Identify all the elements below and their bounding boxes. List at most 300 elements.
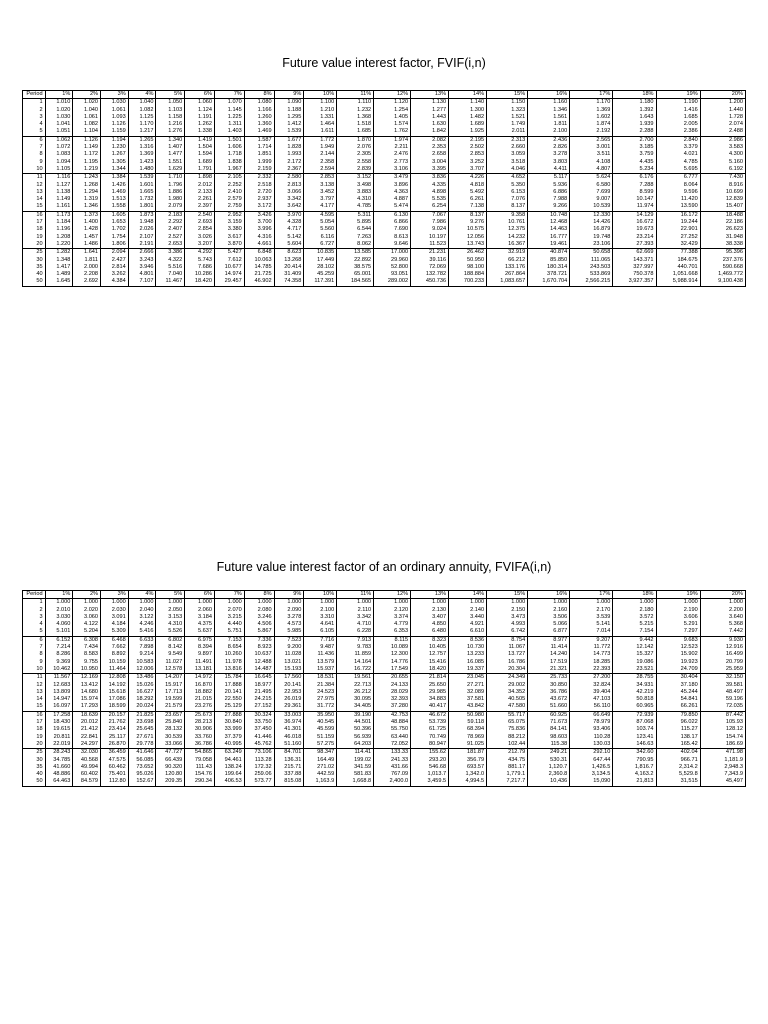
- factor-cell: 2.100: [304, 607, 337, 614]
- factor-cell: 6.116: [304, 234, 337, 241]
- factor-cell: 3.310: [304, 614, 337, 621]
- factor-cell: 13.233: [449, 651, 487, 658]
- factor-cell: 1.689: [449, 121, 487, 128]
- factor-cell: 3.946: [128, 264, 156, 271]
- table-row: [23, 241, 746, 249]
- factor-cell: 55.717: [487, 711, 528, 719]
- factor-cell: 4.316: [244, 234, 274, 241]
- factor-cell: 25.733: [528, 674, 570, 682]
- factor-cell: 37.280: [374, 703, 411, 711]
- factor-cell: 259.06: [244, 771, 274, 778]
- factor-cell: 1.791: [185, 166, 215, 174]
- factor-cell: 5.160: [700, 159, 745, 166]
- factor-cell: 56.110: [570, 703, 613, 711]
- factor-cell: 22.713: [337, 682, 374, 689]
- factor-cell: 60.925: [528, 711, 570, 719]
- factor-cell: 8.923: [244, 644, 274, 651]
- factor-cell: 2.208: [73, 271, 101, 278]
- factor-cell: 2.660: [487, 144, 528, 151]
- factor-cell: 5.309: [101, 628, 129, 636]
- factor-cell: 7.442: [700, 628, 745, 636]
- factor-cell: 1.689: [185, 159, 215, 166]
- factor-cell: 2.332: [244, 174, 274, 182]
- factor-cell: 1.138: [45, 189, 73, 196]
- factor-cell: 402.04: [656, 749, 700, 757]
- factor-cell: 12.375: [487, 226, 528, 233]
- factor-cell: 18.488: [700, 211, 745, 219]
- factor-cell: 2.079: [156, 203, 185, 211]
- factor-cell: 42.753: [374, 711, 411, 719]
- factor-cell: 1.030: [45, 114, 73, 121]
- factor-cell: 61.725: [411, 726, 449, 733]
- factor-cell: 4.595: [304, 211, 337, 219]
- factor-cell: 8.583: [73, 651, 101, 658]
- factor-cell: 1.150: [487, 99, 528, 107]
- factor-cell: 16.722: [337, 666, 374, 674]
- factor-cell: 28.102: [304, 264, 337, 271]
- factor-cell: 16.085: [449, 659, 487, 666]
- factor-cell: 1.870: [337, 136, 374, 144]
- factor-cell: 1.714: [244, 144, 274, 151]
- factor-cell: 15.917: [156, 682, 185, 689]
- factor-cell: 46.902: [244, 278, 274, 286]
- factor-cell: 2.313: [487, 136, 528, 144]
- factor-cell: 7.699: [570, 189, 613, 196]
- factor-cell: 16.097: [45, 703, 73, 711]
- factor-cell: 33.066: [156, 741, 185, 749]
- factor-cell: 4.652: [487, 174, 528, 182]
- factor-cell: 4.506: [244, 621, 274, 628]
- factor-cell: 9.487: [304, 644, 337, 651]
- factor-cell: 1.796: [156, 182, 185, 189]
- factor-cell: 1.403: [215, 128, 245, 136]
- factor-cell: 73.106: [244, 749, 274, 757]
- factor-cell: 1.124: [185, 107, 215, 114]
- factor-cell: 2.060: [185, 607, 215, 614]
- factor-cell: 7.288: [613, 182, 656, 189]
- period-cell: 5: [23, 628, 46, 636]
- factor-cell: 8.916: [700, 182, 745, 189]
- factor-cell: 14.207: [156, 674, 185, 682]
- factor-cell: 66.212: [487, 257, 528, 264]
- factor-cell: 4.717: [274, 226, 304, 233]
- factor-cell: 1.173: [45, 211, 73, 219]
- factor-cell: 1,779.1: [487, 771, 528, 778]
- factor-cell: 40.568: [73, 757, 101, 764]
- factor-cell: 2.854: [185, 226, 215, 233]
- factor-cell: 25.129: [215, 703, 245, 711]
- factor-cell: 1.295: [274, 114, 304, 121]
- factor-cell: 15.416: [411, 659, 449, 666]
- factor-cell: 23.106: [570, 241, 613, 249]
- table-row: [23, 203, 746, 211]
- factor-cell: 6.261: [449, 196, 487, 203]
- table-row: [23, 182, 746, 189]
- factor-cell: 4.310: [156, 621, 185, 628]
- factor-cell: 3.342: [337, 614, 374, 621]
- factor-cell: 37.581: [449, 696, 487, 703]
- factor-cell: 2,400.0: [374, 778, 411, 786]
- factor-cell: 1,051.668: [656, 271, 700, 278]
- factor-cell: 1.311: [215, 121, 245, 128]
- factor-cell: 143.371: [613, 257, 656, 264]
- factor-cell: 10.197: [411, 234, 449, 241]
- factor-cell: 5.141: [570, 621, 613, 628]
- table-row: [23, 174, 746, 182]
- factor-cell: 27.271: [449, 682, 487, 689]
- factor-cell: 27.393: [613, 241, 656, 249]
- factor-cell: 172.32: [244, 764, 274, 771]
- factor-cell: 2.133: [185, 189, 215, 196]
- factor-cell: 13.021: [274, 659, 304, 666]
- factor-cell: 1.602: [570, 114, 613, 121]
- factor-cell: 25.645: [128, 726, 156, 733]
- factor-cell: 13.585: [337, 249, 374, 257]
- factor-cell: 1.149: [45, 196, 73, 203]
- table-row: [23, 757, 746, 764]
- column-header: 13%: [411, 591, 449, 599]
- factor-cell: 1.801: [128, 203, 156, 211]
- factor-cell: 1.419: [185, 136, 215, 144]
- factor-cell: 2.386: [656, 128, 700, 136]
- factor-cell: 1.828: [274, 144, 304, 151]
- period-cell: 2: [23, 607, 46, 614]
- factor-cell: 103.74: [613, 726, 656, 733]
- factor-cell: 1.344: [101, 166, 129, 174]
- factor-cell: 1.477: [156, 151, 185, 158]
- factor-cell: 9.646: [374, 241, 411, 249]
- factor-cell: 3.374: [374, 614, 411, 621]
- factor-cell: 1.208: [45, 234, 73, 241]
- period-cell: 15: [23, 203, 46, 211]
- factor-cell: 10.159: [101, 659, 129, 666]
- factor-cell: 2.692: [73, 278, 101, 286]
- table-row: [23, 719, 746, 726]
- factor-cell: 37.450: [244, 726, 274, 733]
- factor-cell: 14.785: [244, 264, 274, 271]
- factor-cell: 48.886: [45, 771, 73, 778]
- factor-cell: 155.62: [411, 749, 449, 757]
- factor-cell: 2.292: [156, 219, 185, 226]
- factor-cell: 1.104: [73, 128, 101, 136]
- factor-cell: 2.288: [613, 128, 656, 136]
- factor-cell: 3.518: [487, 159, 528, 166]
- table-row: [23, 136, 746, 144]
- column-header: 11%: [337, 91, 374, 99]
- column-header: 18%: [613, 591, 656, 599]
- factor-cell: 1.400: [73, 219, 101, 226]
- factor-cell: 3.440: [449, 614, 487, 621]
- factor-cell: 2.094: [101, 249, 129, 257]
- factor-cell: 17.888: [215, 682, 245, 689]
- table-row: [23, 128, 746, 136]
- factor-cell: 2.191: [128, 241, 156, 249]
- factor-cell: 10.761: [487, 219, 528, 226]
- factor-cell: 4.177: [304, 203, 337, 211]
- table-row: [23, 628, 746, 636]
- factor-cell: 6.610: [449, 628, 487, 636]
- factor-cell: 14.192: [101, 682, 129, 689]
- factor-cell: 36.459: [101, 749, 129, 757]
- factor-cell: 767.09: [374, 771, 411, 778]
- factor-cell: 53.739: [411, 719, 449, 726]
- period-cell: 11: [23, 174, 46, 182]
- factor-cell: 16.672: [613, 219, 656, 226]
- factor-cell: 4.328: [274, 219, 304, 226]
- factor-cell: 1.874: [570, 121, 613, 128]
- factor-cell: 2.140: [449, 607, 487, 614]
- factor-cell: 6.152: [45, 636, 73, 644]
- factor-cell: 2,566.215: [570, 278, 613, 286]
- factor-cell: 40.417: [411, 703, 449, 711]
- factor-cell: 29.457: [215, 278, 245, 286]
- factor-cell: 32.919: [487, 249, 528, 257]
- factor-cell: 533.869: [570, 271, 613, 278]
- factor-cell: 2.407: [156, 226, 185, 233]
- factor-cell: 2.040: [128, 607, 156, 614]
- factor-cell: 440.701: [656, 264, 700, 271]
- factor-cell: 1.243: [73, 174, 101, 182]
- factor-cell: 1.685: [656, 114, 700, 121]
- factor-cell: 95.396: [700, 249, 745, 257]
- factor-cell: 2.773: [374, 159, 411, 166]
- factor-cell: 1.126: [101, 121, 129, 128]
- factor-cell: 18.292: [128, 696, 156, 703]
- factor-cell: 2.813: [274, 182, 304, 189]
- factor-cell: 11.567: [45, 674, 73, 682]
- factor-cell: 78.979: [570, 719, 613, 726]
- factor-cell: 12.056: [449, 234, 487, 241]
- factor-cell: 18.639: [73, 711, 101, 719]
- factor-cell: 40.545: [304, 719, 337, 726]
- factor-cell: 1.000: [215, 599, 245, 607]
- factor-cell: 8.977: [528, 636, 570, 644]
- factor-cell: 1.196: [45, 226, 73, 233]
- factor-cell: 4.021: [656, 151, 700, 158]
- factor-cell: 2.594: [304, 166, 337, 174]
- factor-cell: 12.808: [101, 674, 129, 682]
- fvifa-table: [22, 590, 746, 787]
- factor-cell: 4.300: [700, 151, 745, 158]
- factor-cell: 25.673: [185, 711, 215, 719]
- table-row: [23, 674, 746, 682]
- factor-cell: 4.785: [656, 159, 700, 166]
- factor-cell: 17.519: [528, 659, 570, 666]
- factor-cell: 1.469: [244, 128, 274, 136]
- factor-cell: 6.353: [374, 628, 411, 636]
- factor-cell: 19.337: [449, 666, 487, 674]
- factor-cell: 7.040: [156, 271, 185, 278]
- factor-cell: 33.999: [215, 726, 245, 733]
- table-row: [23, 778, 746, 786]
- factor-cell: 4.785: [337, 203, 374, 211]
- factor-cell: 1.265: [128, 136, 156, 144]
- period-cell: 35: [23, 264, 46, 271]
- factor-cell: 2.353: [411, 144, 449, 151]
- factor-cell: 2.658: [411, 151, 449, 158]
- factor-cell: 7.988: [528, 196, 570, 203]
- column-header: Period: [23, 591, 46, 599]
- factor-cell: 14.972: [185, 674, 215, 682]
- factor-cell: 5.895: [337, 219, 374, 226]
- factor-cell: 22.550: [215, 696, 245, 703]
- factor-cell: 2,948.3: [700, 764, 745, 771]
- factor-cell: 1.110: [337, 99, 374, 107]
- factor-cell: 94.461: [215, 757, 245, 764]
- factor-cell: 17.000: [374, 249, 411, 257]
- factor-cell: 6.975: [185, 636, 215, 644]
- factor-cell: 1.384: [101, 174, 129, 182]
- factor-cell: 10.950: [73, 666, 101, 674]
- column-header: 2%: [73, 591, 101, 599]
- factor-cell: 8.062: [337, 241, 374, 249]
- column-header: 17%: [570, 91, 613, 99]
- factor-cell: 10.699: [700, 189, 745, 196]
- factor-cell: 59.118: [449, 719, 487, 726]
- factor-cell: 115.27: [656, 726, 700, 733]
- factor-cell: 1.040: [128, 99, 156, 107]
- factor-cell: 5.526: [156, 628, 185, 636]
- factor-cell: 471.98: [700, 749, 745, 757]
- factor-cell: 1.072: [45, 144, 73, 151]
- factor-cell: 693.57: [449, 764, 487, 771]
- factor-cell: 3.138: [304, 182, 337, 189]
- factor-cell: 1.718: [215, 151, 245, 158]
- fvifa-title: Future value interest factor of an ordinary annuity, FVIFA(i,n): [216, 560, 552, 574]
- factor-cell: 21.321: [528, 666, 570, 674]
- column-header: 9%: [274, 591, 304, 599]
- factor-cell: 431.66: [374, 764, 411, 771]
- factor-cell: 2.100: [528, 128, 570, 136]
- factor-cell: 209.35: [156, 778, 185, 786]
- factor-cell: 27.975: [304, 696, 337, 703]
- table-row: [23, 99, 746, 107]
- factor-cell: 8.599: [613, 189, 656, 196]
- factor-cell: 1.000: [128, 599, 156, 607]
- factor-cell: 9.596: [656, 189, 700, 196]
- factor-cell: 186.69: [700, 741, 745, 749]
- factor-cell: 55.750: [374, 726, 411, 733]
- factor-cell: 4.435: [613, 159, 656, 166]
- factor-cell: 11.436: [304, 651, 337, 658]
- factor-cell: 10.063: [244, 257, 274, 264]
- factor-cell: 54.841: [656, 696, 700, 703]
- factor-cell: 7.214: [45, 644, 73, 651]
- period-cell: 18: [23, 226, 46, 233]
- factor-cell: 21.725: [244, 271, 274, 278]
- factor-cell: 10.748: [528, 211, 570, 219]
- column-header: 10%: [304, 91, 337, 99]
- factor-cell: 20.799: [700, 659, 745, 666]
- factor-cell: 1.262: [185, 121, 215, 128]
- factor-cell: 1.999: [244, 159, 274, 166]
- factor-cell: 1.277: [411, 107, 449, 114]
- factor-cell: 88.212: [487, 734, 528, 741]
- factor-cell: 11.414: [528, 644, 570, 651]
- factor-cell: 24.709: [656, 666, 700, 674]
- factor-cell: 1.643: [613, 114, 656, 121]
- factor-cell: 1.062: [45, 136, 73, 144]
- factor-cell: 1.093: [101, 114, 129, 121]
- factor-cell: 9.276: [449, 219, 487, 226]
- factor-cell: 20.157: [101, 711, 129, 719]
- factor-cell: 111.065: [570, 257, 613, 264]
- factor-cell: 2.518: [244, 182, 274, 189]
- factor-cell: 18.420: [411, 666, 449, 674]
- period-cell: 18: [23, 726, 46, 733]
- factor-cell: 573.77: [244, 778, 274, 786]
- column-header: 4%: [128, 91, 156, 99]
- factor-cell: 1.513: [101, 196, 129, 203]
- factor-cell: 72.052: [374, 741, 411, 749]
- factor-cell: 1.340: [156, 136, 185, 144]
- factor-cell: 1.319: [73, 196, 101, 203]
- factor-cell: 11.067: [487, 644, 528, 651]
- factor-cell: 6.176: [613, 174, 656, 182]
- factor-cell: 1.412: [274, 121, 304, 128]
- factor-cell: 1.440: [700, 107, 745, 114]
- factor-cell: 36.786: [185, 741, 215, 749]
- factor-cell: 32.824: [570, 682, 613, 689]
- factor-cell: 24.349: [487, 674, 528, 682]
- table-row: [23, 734, 746, 741]
- factor-cell: 2.826: [528, 144, 570, 151]
- period-cell: 7: [23, 644, 46, 651]
- factor-cell: 3.970: [274, 211, 304, 219]
- factor-cell: 9.783: [337, 644, 374, 651]
- factor-cell: 10.462: [45, 666, 73, 674]
- factor-cell: 3.479: [374, 174, 411, 182]
- factor-cell: 2.050: [156, 607, 185, 614]
- table-row: [23, 226, 746, 233]
- factor-cell: 1.417: [45, 264, 73, 271]
- factor-cell: 4,994.5: [449, 778, 487, 786]
- factor-cell: 21.825: [128, 711, 156, 719]
- factor-cell: 2.476: [374, 151, 411, 158]
- factor-cell: 4.801: [128, 271, 156, 278]
- factor-cell: 6.480: [411, 628, 449, 636]
- factor-cell: 1.230: [101, 144, 129, 151]
- factor-cell: 30.906: [185, 726, 215, 733]
- factor-cell: 2.005: [656, 121, 700, 128]
- factor-cell: 1.605: [101, 211, 129, 219]
- factor-cell: 9.683: [656, 636, 700, 644]
- factor-cell: 6.544: [337, 226, 374, 233]
- factor-cell: 9,100.438: [700, 278, 745, 286]
- factor-cell: 19.561: [337, 674, 374, 682]
- factor-cell: 5.234: [613, 166, 656, 174]
- factor-cell: 1.489: [45, 271, 73, 278]
- factor-cell: 52.800: [374, 264, 411, 271]
- factor-cell: 184.565: [337, 278, 374, 286]
- factor-cell: 1.331: [304, 114, 337, 121]
- factor-cell: 5.492: [449, 189, 487, 196]
- table-row: [23, 689, 746, 696]
- column-header: 15%: [487, 91, 528, 99]
- factor-cell: 3.883: [337, 189, 374, 196]
- factor-cell: 28.755: [613, 674, 656, 682]
- factor-cell: 1.501: [215, 136, 245, 144]
- factor-cell: 1,342.0: [449, 771, 487, 778]
- factor-cell: 39.404: [570, 689, 613, 696]
- factor-cell: 3,927.357: [613, 278, 656, 286]
- factor-cell: 3.153: [156, 614, 185, 621]
- factor-cell: 3.617: [215, 234, 245, 241]
- factor-cell: 8.536: [449, 636, 487, 644]
- factor-cell: 2.305: [337, 151, 374, 158]
- factor-cell: 1.125: [128, 114, 156, 121]
- factor-cell: 6.468: [101, 636, 129, 644]
